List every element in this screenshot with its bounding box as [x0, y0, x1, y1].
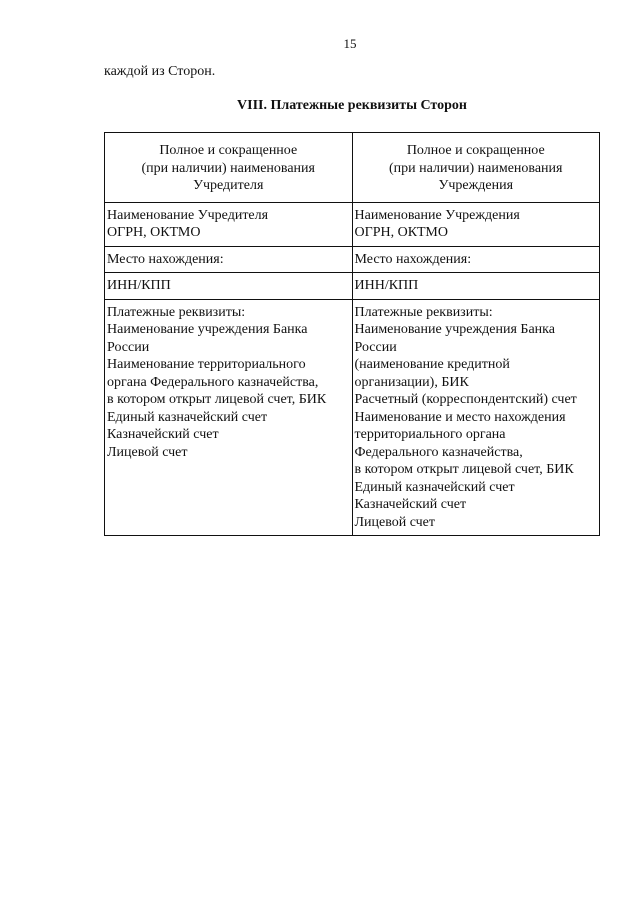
cell-founder-inn: [105, 273, 353, 300]
cell-line: Наименование и место нахождения: [354, 409, 566, 425]
cell-line: России: [107, 339, 150, 355]
cell-institution-payment-details: [352, 299, 600, 536]
cell-line: Место нахождения:: [107, 251, 224, 267]
cell-line: Место нахождения:: [354, 251, 472, 267]
header-line: Полное и сокращенное: [406, 143, 545, 158]
cell-line: Наименование учреждения Банка: [354, 322, 555, 337]
table-row-location: [105, 246, 600, 273]
cell-founder-payment-details: [105, 299, 353, 536]
section-title: VIII. Платежные реквизиты Сторон: [237, 98, 467, 113]
cell-line: Наименование Учредителя: [107, 207, 269, 223]
cell-line: Единый казначейский счет: [107, 409, 268, 425]
header-cell-institution: [352, 133, 600, 203]
cell-line: ИНН/КПП: [107, 278, 171, 293]
cell-line: органа Федерального казначейства,: [107, 374, 319, 390]
cell-line: в котором открыт лицевой счет, БИК: [107, 392, 327, 407]
cell-line: Наименование Учреждения: [354, 207, 520, 223]
cell-line: Казначейский счет: [354, 497, 467, 512]
table-row-inn: [105, 273, 600, 300]
cell-line: ИНН/КПП: [354, 278, 419, 293]
cell-founder-location: [105, 246, 353, 273]
cell-institution-location: [352, 246, 600, 273]
cell-line: (наименование кредитной: [354, 357, 510, 372]
payment-requisites-table: [104, 132, 600, 536]
cell-line: Казначейский счет: [107, 427, 219, 442]
table-header-row: [105, 133, 600, 203]
header-line: (при наличии) наименования: [141, 160, 315, 176]
header-line: Учредителя: [193, 178, 264, 193]
cell-line: в котором открыт лицевой счет, БИК: [354, 462, 574, 477]
cell-line: Расчетный (корреспондентский) счет: [354, 392, 577, 407]
cell-institution-inn: [352, 273, 600, 300]
header-line: Учреждения: [438, 178, 514, 193]
header-line: (при наличии) наименования: [389, 160, 563, 176]
cell-line: Единый казначейский счет: [354, 479, 515, 495]
cell-line: организации), БИК: [354, 374, 469, 390]
cell-line: Лицевой счет: [354, 514, 436, 530]
cell-line: России: [354, 339, 397, 355]
table-row-payment-details: [105, 299, 600, 536]
cell-line: Федерального казначейства,: [354, 444, 523, 460]
header-line: Полное и сокращенное: [159, 143, 298, 158]
cell-line: Наименование территориального: [107, 357, 306, 372]
cell-line: ОГРН, ОКТМО: [107, 225, 201, 240]
cell-institution-name: [352, 202, 600, 246]
cell-line: Наименование учреждения Банка: [107, 322, 308, 337]
cell-line: ОГРН, ОКТМО: [354, 225, 448, 240]
header-cell-founder: [105, 133, 353, 203]
intro-text: каждой из Сторон.: [104, 64, 216, 79]
cell-line: Платежные реквизиты:: [107, 304, 246, 320]
page-number: 15: [343, 36, 357, 51]
cell-line: Лицевой счет: [107, 444, 188, 460]
cell-line: Платежные реквизиты:: [354, 304, 493, 320]
cell-line: территориального органа: [354, 427, 506, 442]
cell-founder-name: [105, 202, 353, 246]
table-row-name: [105, 202, 600, 246]
